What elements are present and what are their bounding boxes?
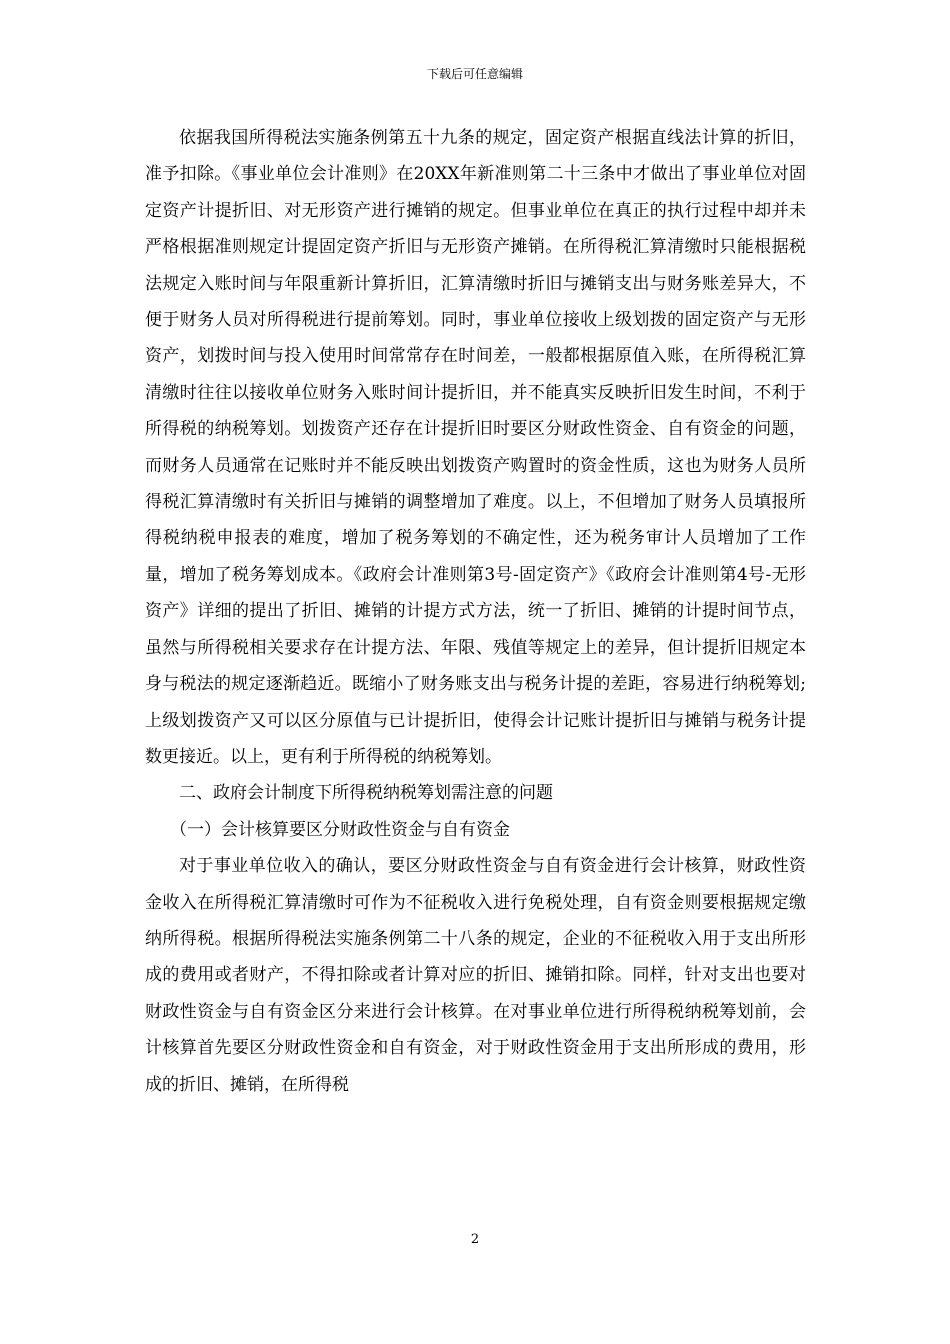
subsection-heading: （一）会计核算要区分财政性资金与自有资金 [170, 819, 510, 840]
paragraph-depreciation: 依据我国所得税法实施条例第五十九条的规定，固定资产根据直线法计算的折旧，准予扣除。《事业单位会计准则》在20XX年新准则第二十三条中才做出了事业单位对固定资产计提折旧、对无形资产进行摊销的规定。但事业单位在真正的执行过程中却并未严格根据准则规定计提固定资产折旧与无形资产摊销。在所得税汇算清缴时只能根据税法规定入账时间与年限重新计算折旧，汇算清缴时折旧与摊销支出与财务账差异大，不便于财务人员对所得税进行提前筹划。同时，事业单位接收上级划拨的固定资产与无形资产，划拨时间与投入使用时间常常存在时间差，一般都根据原值入账，在所得税汇算清缴时往往以接收单位财务入账时间计提折旧，并不能真实反映折旧发生时间，不利于所得税的纳税筹划。划拨资产还存在计提折旧时要区分财政性资金、自有资金的问题，而财务人员通常在记账时并不能反映出划拨资产购置时的资金性质，这也为财务人员所得税汇算清缴时有关折旧与摊销的调整增加了难度。以上，不但增加了财务人员填报所得税纳税申报表的难度，增加了税务筹划的不确定性，还为税务审计人员增加了工作量，增加了税务筹划成本。《政府会计准则第3号-固定资产》《政府会计准则第4号-无形资产》详细的提出了折旧、摊销的计提方式方法，统一了折旧、摊销的计提时间节点，虽然与所得税相关要求存在计提方法、年限、残值等规定上的差异，但计提折旧规定本身与税法的规定逐渐趋近。既缩小了财务账支出与税务计提的差距，容易进行纳税筹划;上级划拨资产又可以区分原值与已计提折旧，使得会计记账计提折旧与摊销与税务计提数更接近。以上，更有利于所得税的纳税筹划。 [145, 128, 806, 767]
section-heading: 二、政府会计制度下所得税纳税筹划需注意的问题 [179, 783, 553, 804]
page-header: 下载后可任意编辑 [426, 67, 523, 81]
document-body [145, 120, 806, 1103]
page-number: 2 [470, 1232, 480, 1247]
paragraph-fund-accounting: 对于事业单位收入的确认，要区分财政性资金与自有资金进行会计核算，财政性资金收入在所得税汇算清缴时可作为不征税收入进行免税处理，自有资金则要根据规定缴纳所得税。根据所得税法实施条例第二十八条的规定，企业的不征税收入用于支出所形成的费用或者财产，不得扣除或者计算对应的折旧、摊销扣除。同样，针对支出也要对财政性资金与自有资金区分来进行会计核算。在对事业单位进行所得税纳税筹划前，会计核算首先要区分财政性资金和自有资金，对于财政性资金用于支出所形成的费用，形成的折旧、摊销，在所得税 [145, 856, 806, 1095]
